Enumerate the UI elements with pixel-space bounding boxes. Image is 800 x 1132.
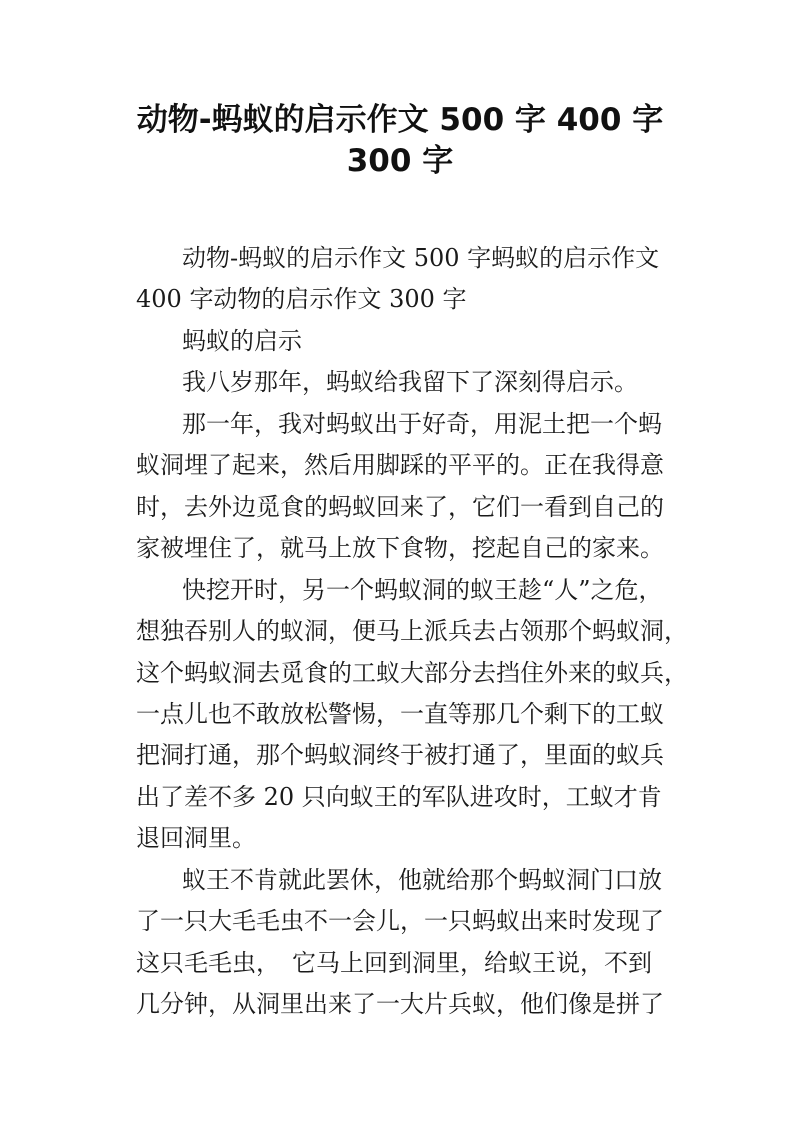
body-text-line: 一点儿也不敢放松警惕，一直等那几个剩下的工蚁 — [136, 699, 664, 728]
body-text-line: 时，去外边觅食的蚂蚁回来了，它们一看到自己的 — [136, 492, 664, 521]
body-text-line: 我八岁那年，蚂蚁给我留下了深刻得启示。 — [182, 368, 638, 397]
body-text-line: 了一只大毛毛虫不一会儿，一只蚂蚁出来时发现了 — [136, 907, 664, 936]
document-title-line-1: 动物-蚂蚁的启示作文 500 字 400 字 — [136, 102, 664, 138]
body-text-line: 蚂蚁的启示 — [182, 326, 302, 355]
body-text-line: 400 字动物的启示作文 300 字 — [136, 285, 467, 314]
body-text-line: 蚁洞埋了起来，然后用脚踩的平平的。正在我得意 — [136, 451, 664, 480]
body-text-line: 蚁王不肯就此罢休，他就给那个蚂蚁洞门口放 — [182, 865, 662, 894]
body-text-line: 退回洞里。 — [136, 824, 256, 853]
body-text-line: 几分钟，从洞里出来了一大片兵蚁，他们像是拼了 — [136, 990, 664, 1019]
body-text-line: 快挖开时，另一个蚂蚁洞的蚁王趁“人”之危， — [182, 575, 663, 604]
body-text-line: 想独吞别人的蚁洞，便马上派兵去占领那个蚂蚁洞， — [136, 617, 688, 646]
body-text-line: 家被埋住了，就马上放下食物，挖起自己的家来。 — [136, 534, 664, 563]
body-text-line: 那一年，我对蚂蚁出于好奇，用泥土把一个蚂 — [182, 409, 662, 438]
body-text-line: 动物-蚂蚁的启示作文 500 字蚂蚁的启示作文 — [182, 244, 660, 272]
body-text-line: 这只毛毛虫， 它马上回到洞里，给蚁王说，不到 — [136, 948, 652, 977]
document-title-line-2: 300 字 — [346, 143, 454, 179]
body-text-line: 这个蚂蚁洞去觅食的工蚁大部分去挡住外来的蚁兵， — [136, 658, 688, 687]
body-text-line: 出了差不多 20 只向蚁王的军队进攻时，工蚁才肯 — [136, 782, 662, 811]
body-text-line: 把洞打通，那个蚂蚁洞终于被打通了，里面的蚁兵 — [136, 741, 664, 770]
